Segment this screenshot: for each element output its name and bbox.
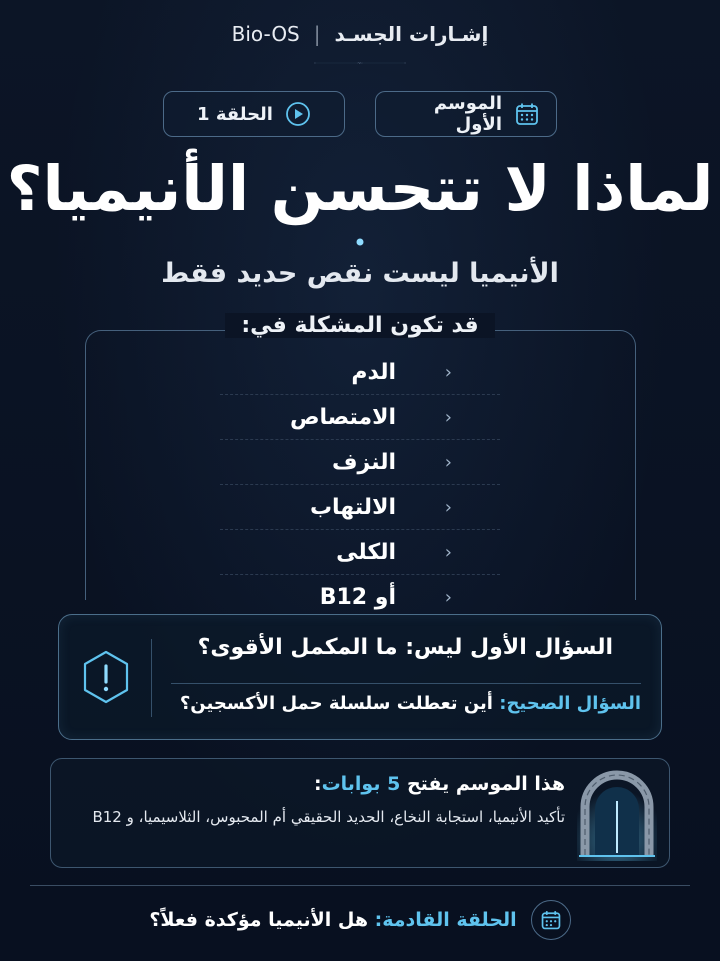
list-item-label: الالتهاب <box>309 494 396 520</box>
season-label: الموسم الأول <box>433 93 502 135</box>
next-episode <box>149 909 516 931</box>
chevron-left-icon: ‹ <box>444 587 452 608</box>
question-main: السؤال الأول ليس: ما المكمل الأقوى؟ <box>197 635 613 660</box>
list-item-label: أو B12 <box>319 585 396 610</box>
list-item-label: النزف <box>331 449 396 475</box>
next-episode-label: الحلقة القادمة: <box>374 909 517 931</box>
chevron-left-icon: ‹ <box>444 496 452 518</box>
list-item-label: الامتصاص <box>289 404 396 430</box>
footer <box>0 900 720 940</box>
brand-header <box>0 22 720 46</box>
question-card <box>58 614 662 740</box>
archway-icon <box>577 767 657 861</box>
season-pill <box>375 91 557 137</box>
question-correct-text: أين تعطلت سلسلة حمل الأكسجين؟ <box>179 693 493 714</box>
chevron-left-icon: ‹ <box>444 406 452 428</box>
subtitle: الأنيميا ليست نقص حديد فقط <box>161 258 559 289</box>
list-item <box>220 395 500 440</box>
list-item <box>220 440 500 485</box>
page-title: لماذا لا تتحسن الأنيميا؟ <box>6 152 714 225</box>
list-item <box>220 530 500 575</box>
list-item <box>220 350 500 395</box>
episode-pill <box>163 91 345 137</box>
question-correct <box>180 693 641 714</box>
gates-heading: هذا الموسم يفتح 5 بوابات: <box>313 773 565 795</box>
list-item-label: الكلى <box>336 539 396 565</box>
title-underline <box>160 236 560 248</box>
chevron-left-icon: ‹ <box>444 541 452 563</box>
gates-card <box>50 758 670 868</box>
question-correct-label: السؤال الصحيح: <box>499 693 641 714</box>
brand-arabic: إشـارات الجسـد <box>334 22 489 46</box>
problem-list <box>220 350 500 620</box>
brand-latin: Bio-OS <box>231 22 300 46</box>
footer-divider <box>30 885 690 886</box>
pulse-divider <box>40 62 680 64</box>
calendar-icon <box>514 101 540 127</box>
play-icon <box>285 101 311 127</box>
gates-count: 5 بوابات <box>321 773 401 795</box>
chevron-left-icon: ‹ <box>444 361 452 383</box>
list-item <box>220 485 500 530</box>
gates-body: تأكيد الأنيميا، استجابة النخاع، الحديد الحقيقي أم المحبوس، الثلاسيميا، و B12 <box>92 808 565 826</box>
question-divider <box>171 683 641 684</box>
next-episode-text: هل الأنيميا مؤكدة فعلاً؟ <box>149 909 369 931</box>
problem-heading: قد تكون المشكلة في: <box>0 313 720 338</box>
exclamation-hexagon-icon <box>81 649 131 705</box>
chevron-left-icon: ‹ <box>444 451 452 473</box>
pills-row <box>0 91 720 137</box>
brand-separator: | <box>313 22 321 46</box>
calendar-icon <box>531 900 571 940</box>
list-item-label: الدم <box>351 359 396 385</box>
episode-label: الحلقة 1 <box>197 103 273 125</box>
question-vertical-divider <box>151 639 152 717</box>
